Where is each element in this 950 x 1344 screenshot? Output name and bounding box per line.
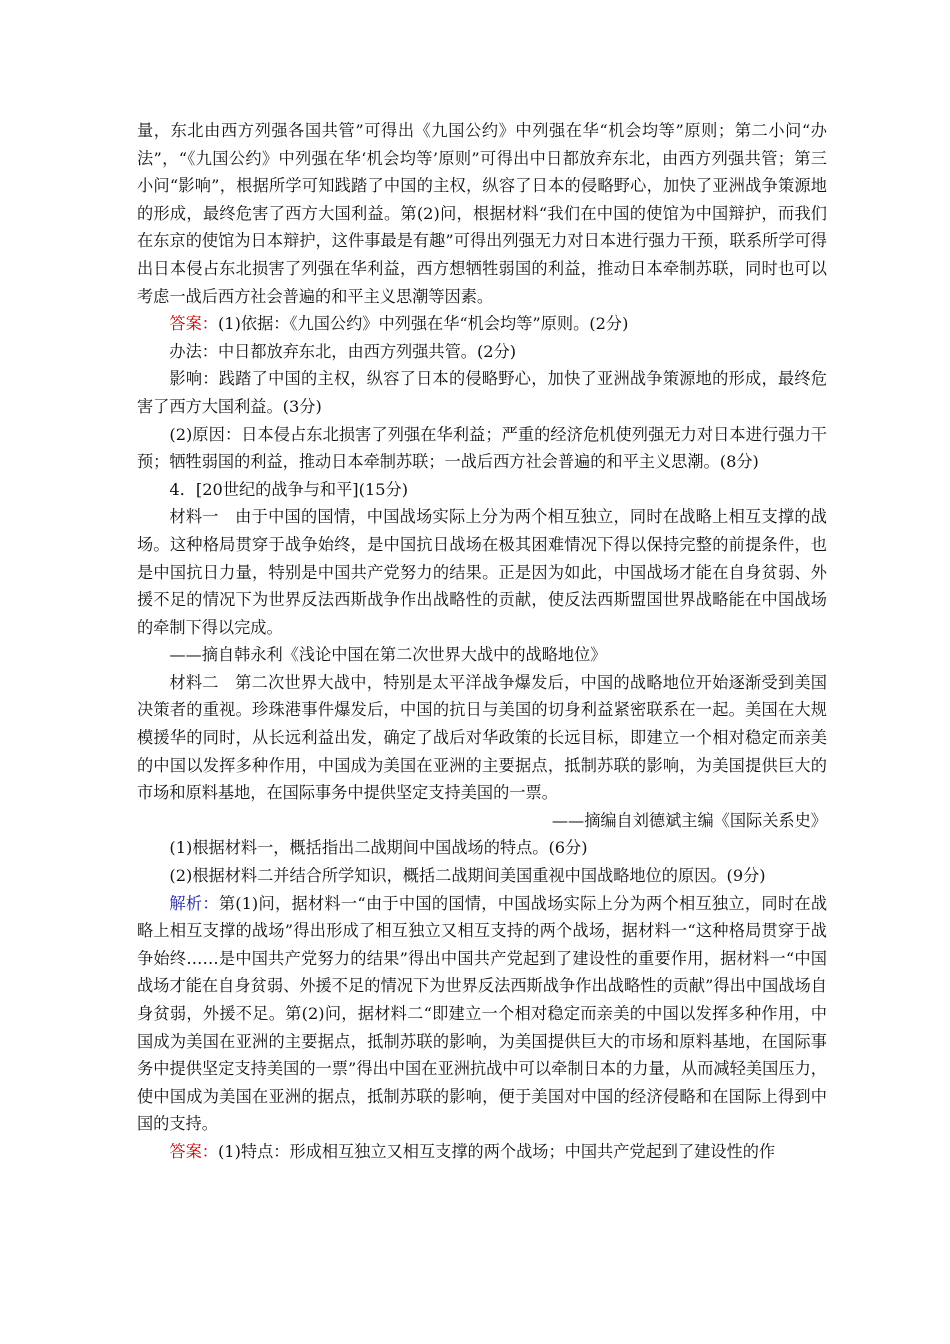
q4-answer xyxy=(137,1138,827,1166)
q4-analysis xyxy=(137,890,827,1138)
answer-label: 答案： xyxy=(169,1141,218,1161)
question-two: (2)根据材料二并结合所学知识，概括二战期间美国重视中国战略地位的原因。(9分) xyxy=(169,866,766,886)
previous-analysis-tail: 量，东北由西方列强各国共管”可得出《九国公约》中列强在华“机会均等”原则；第二小问“办法”，“《九国公约》中列强在华‘机会均等’原则”可得出中日都放弃东北，由西方列强共管；第三小问“影响”，根据所学可知践踏了中国的主权，纵容了日本的侵略野心，加快了亚洲战争策源地的形成，最终危害了西方大国利益。第(2)问，根据材料“我们在中国的使馆为中国辩护，而我们在东京的使馆为日本辩护，这件事最是有趣”可得出列强无力对日本进行强力干预，联系所学可得出日本侵占东北损害了列强在华利益，西方想牺牲弱国的利益，推动日本牵制苏联，同时也可以考虑一战后西方社会普遍的和平主义思潮等因素。 xyxy=(137,121,827,306)
q3-answer-impact: 影响：践踏了中国的主权，纵容了日本的侵略野心，加快了亚洲战争策源地的形成，最终危害了西方大国利益。(3分) xyxy=(137,369,827,416)
q3-answer-method: 办法：中日都放弃东北，由西方列强共管。(2分) xyxy=(169,341,517,361)
analysis-label: 解析： xyxy=(169,893,219,913)
q3-answer-cause: (2)原因：日本侵占东北损害了列强在华利益；严重的经济危机使列强无力对日本进行强力干预；牺牲弱国的利益，推动日本牵制苏联；一战后西方社会普遍的和平主义思潮。(8分) xyxy=(137,424,827,472)
material-two: 材料二 第二次世界大战中，特别是太平洋战争爆发后，中国的战略地位开始逐渐受到美国决策者的重视。珍珠港事件爆发后，中国的抗日与美国的切身利益紧密联系在一起。美国在大规模援华的同时，从长远利益出发，确定了战后对华政策的长远目标，即建立一个相对稳定而亲美的中国以发挥多种作用，中国成为美国在亚洲的主要据点，抵制苏联的影响，为美国提供巨大的市场和原料基地，在国际事务中提供坚定支持美国的一票。 xyxy=(137,672,827,803)
document-body xyxy=(137,117,827,1166)
q4-answer-text: (1)特点：形成相互独立又相互支撑的两个战场；中国共产党起到了建设性的作 xyxy=(217,1141,776,1161)
q3-answer-1-text: (1)依据：《九国公约》中列强在华“机会均等”原则。(2分) xyxy=(217,314,629,334)
question-one: (1)根据材料一，概括指出二战期间中国战场的特点。(6分) xyxy=(169,838,588,858)
material-two-source: ——摘编自刘德斌主编《国际关系史》 xyxy=(551,810,827,830)
answer-label: 答案： xyxy=(169,314,218,334)
q4-analysis-text: 第(1)问，据材料一“由于中国的国情，中国战场实际上分为两个相互独立，同时在战略上相互支撑的战场”得出形成了相互独立又相互支持的两个战场，据材料一“这种格局贯穿于战争始终……是中国共产党努力的结果”得出中国共产党起到了建设性的重要作用，据材料一“中国战场才能在自身贫弱、外援不足的情况下为世界反法西斯战争作出战略性的贡献”得出中国战场自身贫弱，外援不足。第(2)问，据材料二“即建立一个相对稳定而亲美的中国以发挥多种作用，中国成为美国在亚洲的主要据点，抵制苏联的影响，为美国提供巨大的市场和原料基地，在国际事务中提供坚定支持美国的一票”得出中国在亚洲抗战中可以牵制日本的力量，从而减轻美国压力，使中国成为美国在亚洲的据点，抵制苏联的影响，便于美国对中国的经济侵略和在国际上得到中国的支持。 xyxy=(137,893,828,1134)
material-one-source: ——摘自韩永利《浅论中国在第二次世界大战中的战略地位》 xyxy=(169,645,607,665)
q3-answer-reason xyxy=(137,310,827,338)
q4-heading: 4．[20世纪的战争与和平](15分) xyxy=(169,479,409,499)
material-one: 材料一 由于中国的国情，中国战场实际上分为两个相互独立，同时在战略上相互支撑的战场。这种格局贯穿于战争始终，是中国抗日战场在极其困难情况下得以保持完整的前提条件，也是中国抗日力量，特别是中国共产党努力的结果。正是因为如此，中国战场才能在自身贫弱、外援不足的情况下为世界反法西斯战争作出战略性的贡献，使反法西斯盟国世界战略能在中国战场的牵制下得以完成。 xyxy=(137,507,827,637)
